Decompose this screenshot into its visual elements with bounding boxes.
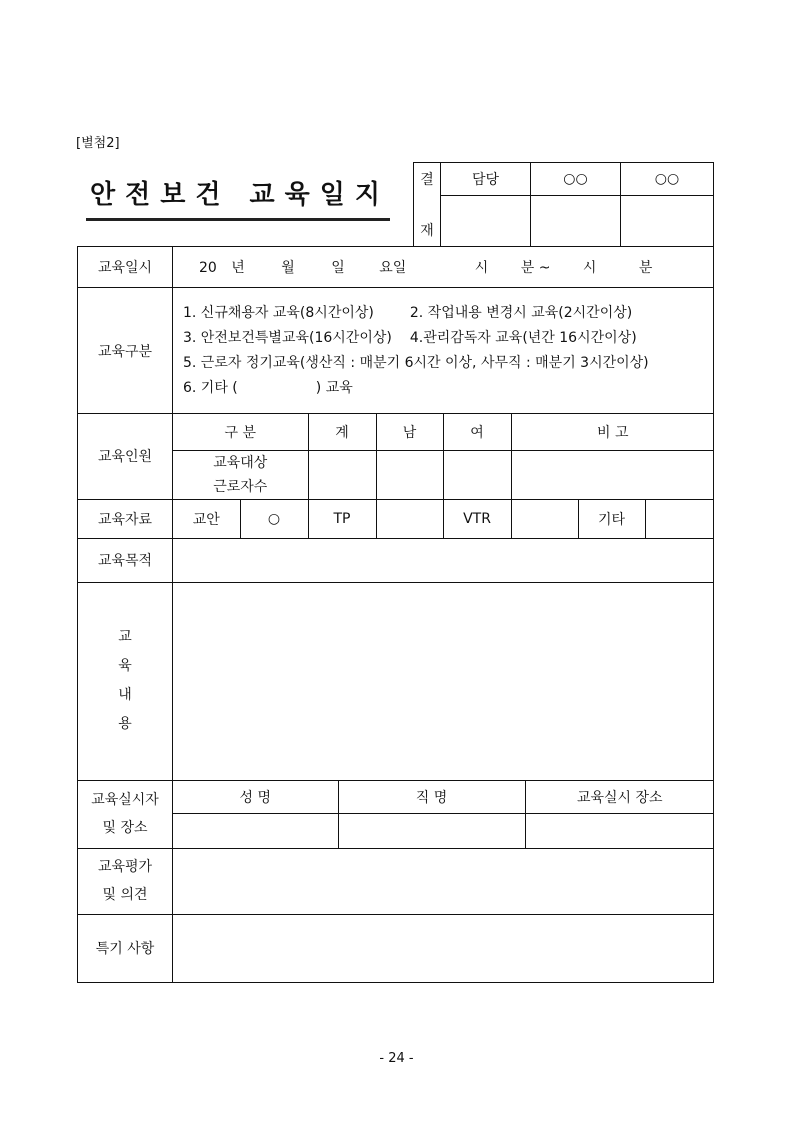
category-options xyxy=(173,288,714,414)
remarks-label: 특기 사항 xyxy=(78,914,173,982)
instructor-cell xyxy=(173,780,714,848)
month-unit: 월 xyxy=(281,260,295,276)
category-option-6[interactable]: 6. 기타 ( xyxy=(183,379,238,396)
personnel-head-male: 남 xyxy=(376,414,443,450)
material-handout-check[interactable]: ○ xyxy=(240,500,308,538)
material-tp-label: TP xyxy=(308,500,376,538)
page-number: - 24 - xyxy=(379,1051,414,1066)
row-purpose xyxy=(78,538,714,582)
material-cell xyxy=(173,499,714,538)
material-other-label: 기타 xyxy=(578,500,645,538)
material-tp-check[interactable] xyxy=(376,500,443,538)
title-underline xyxy=(86,218,390,221)
instructor-head-place: 교육실시 장소 xyxy=(525,781,714,814)
category-option-5[interactable]: 5. 근로자 정기교육(생산직 : 매분기 6시간 이상, 사무직 : 매분기 3시간이상) xyxy=(183,354,649,371)
content-char-4: 용 xyxy=(118,716,132,732)
category-option-4[interactable]: 4.관리감독자 교육(년간 16시간이상) xyxy=(409,329,637,346)
content-input[interactable] xyxy=(173,582,714,780)
minute-unit-2: 분 xyxy=(638,260,653,276)
approval-head-2: ○○ xyxy=(531,163,621,196)
instructor-label: 교육실시자 및 장소 xyxy=(78,780,173,848)
personnel-female-input[interactable] xyxy=(443,450,511,499)
evaluation-label: 교육평가 및 의견 xyxy=(78,848,173,914)
approval-side-top: 결 xyxy=(414,163,441,196)
remarks-input[interactable] xyxy=(173,914,714,982)
category-option-6-suffix: ) 교육 xyxy=(315,379,353,396)
approval-table xyxy=(413,162,714,247)
row-content xyxy=(78,582,714,780)
instructor-place-input[interactable] xyxy=(525,814,714,848)
material-vtr-check[interactable] xyxy=(511,500,578,538)
material-label: 교육자료 xyxy=(78,499,173,538)
approval-head-3: ○○ xyxy=(621,163,714,196)
category-option-1[interactable]: 1. 신규채용자 교육(8시간이상) xyxy=(183,304,374,321)
row-evaluation xyxy=(78,848,714,914)
approval-sign-1[interactable] xyxy=(441,196,531,247)
personnel-table xyxy=(173,414,714,499)
personnel-total-input[interactable] xyxy=(308,450,376,499)
hour-unit-1: 시 xyxy=(474,260,489,276)
content-char-2: 육 xyxy=(118,658,132,674)
datetime-field[interactable] xyxy=(173,247,714,288)
approval-side-bottom: 재 xyxy=(414,196,441,247)
material-other-check[interactable] xyxy=(645,500,714,538)
hour-unit-2: 시 xyxy=(582,260,597,276)
personnel-head-note: 비 고 xyxy=(511,414,714,450)
instructor-table xyxy=(173,781,714,848)
year-unit: 년 xyxy=(231,260,245,276)
material-vtr-label: VTR xyxy=(443,500,511,538)
personnel-head-division: 구 분 xyxy=(173,414,308,450)
day-unit: 일 xyxy=(331,260,345,276)
approval-head-1: 담당 xyxy=(441,163,531,196)
personnel-label: 교육인원 xyxy=(78,414,173,500)
personnel-head-total: 계 xyxy=(308,414,376,450)
instructor-head-title: 직 명 xyxy=(338,781,525,814)
instructor-name-input[interactable] xyxy=(173,814,338,848)
row-remarks xyxy=(78,914,714,982)
approval-sign-3[interactable] xyxy=(621,196,714,247)
purpose-label: 교육목적 xyxy=(78,538,173,582)
form-title: 안전보건 교육일지 xyxy=(90,180,390,210)
attachment-label: [별첨2] xyxy=(76,136,120,151)
year-prefix: 20 xyxy=(199,260,217,276)
datetime-label: 교육일시 xyxy=(78,247,173,288)
instructor-head-name: 성 명 xyxy=(173,781,338,814)
category-option-2[interactable]: 2. 작업내용 변경시 교육(2시간이상) xyxy=(409,304,633,321)
personnel-male-input[interactable] xyxy=(376,450,443,499)
row-personnel xyxy=(78,414,714,500)
personnel-cell xyxy=(173,414,714,500)
row-datetime xyxy=(78,247,714,288)
education-log-table xyxy=(77,246,714,983)
weekday-unit: 요일 xyxy=(379,260,407,276)
instructor-title-input[interactable] xyxy=(338,814,525,848)
row-instructor xyxy=(78,780,714,848)
purpose-input[interactable] xyxy=(173,538,714,582)
personnel-note-input[interactable] xyxy=(511,450,714,499)
category-label: 교육구분 xyxy=(78,288,173,414)
content-char-1: 교 xyxy=(118,629,132,645)
evaluation-input[interactable] xyxy=(173,848,714,914)
content-label xyxy=(78,582,173,780)
personnel-target-label: 교육대상 근로자수 xyxy=(173,450,308,499)
material-table xyxy=(173,500,714,538)
approval-sign-2[interactable] xyxy=(531,196,621,247)
category-option-3[interactable]: 3. 안전보건특별교육(16시간이상) xyxy=(183,329,392,346)
personnel-head-female: 여 xyxy=(443,414,511,450)
content-char-3: 내 xyxy=(118,687,132,703)
material-handout-label: 교안 xyxy=(173,500,240,538)
minute-unit-1: 분 ~ xyxy=(520,260,551,276)
row-material xyxy=(78,499,714,538)
row-category xyxy=(78,288,714,414)
